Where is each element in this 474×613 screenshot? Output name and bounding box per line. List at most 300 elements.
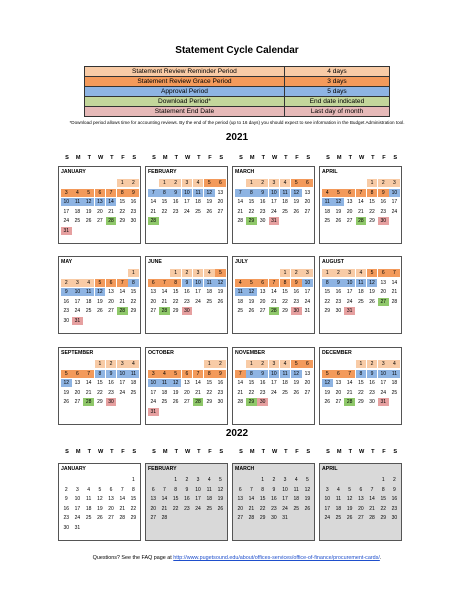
calendar-day: 17 [63,208,70,215]
calendar-day: 5 [291,179,302,187]
calendar-day: 16 [184,496,190,502]
calendar-day: 8 [367,189,378,197]
month-april [319,166,402,244]
calendar-day: 2 [215,360,226,368]
calendar-day: 8 [280,279,291,287]
calendar-day: 29 [130,308,137,314]
calendar-day: 27 [97,218,103,224]
legend-value: 3 days [284,77,389,87]
calendar-day: 12 [246,288,257,296]
weekday-label: W [97,155,104,161]
calendar-day: 2 [272,477,276,483]
calendar-day: 27 [150,308,157,314]
calendar-day: 16 [63,505,70,512]
calendar-day: 17 [271,380,277,386]
calendar-day: 22 [259,505,266,512]
calendar-day: 5 [98,486,102,493]
legend-table [84,66,390,117]
calendar-day: 13 [346,199,353,205]
weekday-label: M [75,155,81,161]
calendar-day: 18 [335,505,342,512]
calendar-day: 3 [378,360,389,368]
calendar-day: 2 [128,179,139,187]
calendar-day: 27 [237,515,244,521]
month-march [232,463,315,541]
calendar-day: 14 [195,380,201,386]
calendar-day: 18 [195,199,201,205]
calendar-day: 16 [293,289,300,295]
calendar-day: 8 [170,279,181,287]
calendar-day: 28 [106,217,117,225]
calendar-day: 4 [322,189,333,197]
calendar-day: 23 [172,208,179,215]
calendar-day: 24 [74,308,81,314]
calendar-day: 19 [304,496,311,502]
calendar-day: 6 [109,486,113,493]
calendar-day: 2 [393,477,396,483]
weekday-label: F [295,155,299,161]
year-heading: 2021 [225,132,249,143]
calendar-day: 4 [83,279,94,287]
calendar-day: 5 [322,370,333,378]
calendar-day: 2 [257,360,268,368]
faq-link[interactable]: http://www.pugetsound.edu/about/offices-services/office-of-finance/procurement-cards/ [173,555,380,561]
calendar-day: 7 [356,189,367,197]
calendar-day: 3 [302,269,313,277]
calendar-day: 16 [391,496,398,502]
calendar-day: 16 [63,298,70,305]
calendar-day: 28 [237,218,244,224]
calendar-day: 7 [389,269,400,277]
calendar-day: 4 [193,179,204,187]
calendar-day: 10 [389,189,400,197]
calendar-day: 27 [304,389,311,396]
calendar-day: 7 [117,279,128,287]
calendar-day: 11 [206,486,212,493]
calendar-day: 13 [74,380,81,386]
calendar-day: 31 [269,217,280,225]
calendar-day: 29 [172,308,179,314]
calendar-day: 21 [150,208,157,215]
calendar-day: 11 [335,496,342,502]
calendar-day: 22 [248,208,255,215]
calendar-day: 31 [148,408,159,416]
calendar-day: 12 [170,379,181,387]
calendar-day: 16 [259,380,266,386]
calendar-day: 31 [304,308,311,314]
calendar-day: 20 [108,298,114,305]
calendar-day: 25 [206,505,213,512]
calendar-day: 25 [358,298,364,305]
download-note: *Download period allows time for accounting reviews. By the end of the period (up to 16 days) you should expect to see information in the Budget Administration tool. [69,120,405,125]
calendar-day: 13 [108,496,114,502]
calendar-day: 11 [389,370,400,378]
calendar-day: 3 [269,179,280,187]
calendar-day: 14 [150,199,157,205]
calendar-day: 26 [346,515,353,521]
calendar-day: 16 [380,199,387,205]
calendar-day: 28 [344,398,355,406]
calendar-day: 24 [391,208,398,215]
page-title: Statement Cycle Calendar [175,45,299,56]
calendar-day: 20 [358,505,364,512]
legend-value: Last day of month [284,107,389,117]
weekday-label: W [358,449,365,455]
calendar-day: 23 [271,505,277,512]
calendar-day: 16 [369,380,375,386]
weekday-label: S [152,155,156,161]
calendar-day: 12 [61,379,72,387]
calendar-day: 16 [172,199,179,205]
calendar-day: 7 [269,279,280,287]
calendar-day: 17 [195,289,201,295]
calendar-day: 23 [335,298,342,305]
weekday-label: S [239,449,243,455]
calendar-day: 4 [128,360,139,368]
calendar-day: 9 [333,279,344,287]
calendar-day: 9 [106,370,117,378]
calendar-day: 4 [87,486,91,493]
calendar-day: 19 [172,389,179,396]
calendar-day: 15 [206,380,213,386]
calendar-day: 17 [304,289,311,295]
calendar-day: 2 [185,477,189,483]
calendar-day: 2 [182,269,193,277]
calendar-day: 21 [271,298,277,305]
calendar-day: 18 [324,208,331,215]
calendar-day: 7 [120,486,124,493]
calendar-day: 1 [95,360,106,368]
weekday-label: T [174,155,179,161]
calendar-day: 30 [63,317,70,324]
calendar-day: 26 [293,208,300,215]
weekday-label: T [348,449,353,455]
calendar-day: 7 [163,486,166,493]
calendar-day: 14 [119,496,126,502]
calendar-day: 27 [378,298,389,306]
calendar-day: 13 [259,289,266,295]
calendar-day: 13 [304,189,311,196]
month-june [145,256,228,334]
calendar-day: 25 [195,208,201,215]
calendar-day: 30 [217,399,224,405]
calendar-day: 21 [346,389,353,396]
calendar-day: 3 [389,179,400,187]
calendar-day: 18 [237,298,244,305]
calendar-day: 28 [193,398,204,406]
weekday-label: S [132,155,137,161]
calendar-day: 11 [204,279,215,287]
weekday-label: W [184,449,191,455]
calendar-day: 24 [271,208,277,215]
calendar-day: 10 [378,370,389,378]
weekday-label: T [174,449,179,455]
calendar-day: 21 [108,208,114,215]
calendar-day: 18 [391,380,398,386]
calendar-day: 17 [324,505,331,512]
calendar-day: 25 [237,308,244,314]
month-name: OCTOBER [148,350,174,356]
calendar-day: 9 [393,486,396,493]
calendar-day: 8 [356,370,367,378]
weekday-header-row [58,155,418,163]
calendar-day: 27 [335,399,342,405]
calendar-day: 5 [204,179,215,187]
calendar-day: 2 [61,279,72,287]
weekday-label: W [358,155,365,161]
calendar-day: 5 [219,477,222,483]
weekday-label: S [239,155,243,161]
calendar-day: 2 [291,269,302,277]
calendar-day: 19 [206,199,213,205]
calendar-day: 2 [170,179,181,187]
calendar-day: 10 [72,288,83,296]
calendar-day: 6 [344,189,355,197]
month-name: JANUARY [61,169,86,175]
calendar-day: 17 [380,380,387,386]
calendar-day: 22 [172,298,179,305]
calendar-day: 22 [324,298,331,305]
year-heading: 2022 [225,428,249,439]
calendar-day: 6 [106,279,117,287]
calendar-day: 14 [346,380,353,386]
calendar-day: 7 [159,279,170,287]
weekday-label: S [132,449,137,455]
month-name: SEPTEMBER [61,350,94,356]
calendar-day: 25 [74,218,81,224]
calendar-day: 3 [196,477,200,483]
calendar-day: 11 [293,486,299,493]
calendar-day: 13 [217,189,224,196]
calendar-day: 7 [235,370,246,378]
calendar-day: 30 [271,515,277,521]
month-february [145,166,228,244]
calendar-day: 25 [161,399,168,405]
calendar-day: 26 [293,389,300,396]
calendar-day: 3 [283,477,287,483]
calendar-day: 4 [204,269,215,277]
calendar-day: 25 [130,389,137,396]
legend-row [85,67,390,77]
calendar-day: 17 [150,389,157,396]
calendar-day: 12 [204,189,215,197]
calendar-day: 27 [108,515,114,521]
weekday-label: S [393,155,398,161]
weekday-label: T [197,155,201,161]
calendar-day: 14 [271,289,277,295]
calendar-day: 10 [324,496,331,502]
calendar-day: 8 [159,189,170,197]
calendar-day: 6 [151,486,155,493]
calendar-day: 10 [182,189,193,197]
calendar-day: 14 [369,496,375,502]
calendar-day: 29 [246,398,257,406]
calendar-day: 20 [150,298,157,305]
calendar-day: 23 [108,389,114,396]
calendar-day: 17 [346,289,353,295]
calendar-day: 28 [248,515,255,521]
calendar-day: 4 [280,179,291,187]
calendar-day: 15 [282,289,288,295]
weekday-label: F [121,449,125,455]
calendar-day: 7 [83,370,94,378]
calendar-day: 17 [391,199,398,205]
calendar-day: 15 [324,289,331,295]
calendar-day: 23 [184,505,190,512]
calendar-day: 5 [95,279,106,287]
calendar-day: 6 [238,486,242,493]
calendar-day: 20 [259,298,266,305]
month-august [319,256,402,334]
calendar-day: 10 [117,370,128,378]
calendar-day: 26 [324,399,331,405]
calendar-day: 21 [85,389,92,396]
calendar-day: 24 [63,218,70,224]
calendar-day: 26 [63,399,70,405]
calendar-day: 18 [85,505,92,512]
calendar-day: 20 [74,389,81,396]
calendar-day: 22 [119,208,126,215]
calendar-day: 12 [97,496,103,502]
calendar-day: 15 [259,496,266,502]
calendar-day: 31 [378,398,389,406]
calendar-day: 25 [282,208,288,215]
calendar-day: 1 [261,477,265,483]
weekday-label: S [393,449,398,455]
calendar-day: 27 [150,515,157,521]
calendar-day: 22 [206,389,213,396]
calendar-day: 28 [119,515,126,521]
legend-label: Statement End Date [85,107,285,117]
calendar-day: 4 [389,360,400,368]
calendar-day: 15 [248,199,255,205]
calendar-day: 27 [259,308,266,314]
weekday-label: M [336,155,342,161]
calendar-day: 26 [217,505,224,512]
calendar-day: 22 [97,389,103,396]
month-april [319,463,402,541]
calendar-day: 11 [128,370,139,378]
calendar-day: 10 [269,189,280,197]
calendar-day: 25 [293,505,300,512]
calendar-day: 15 [172,289,179,295]
calendar-day: 9 [61,288,72,296]
calendar-day: 30 [106,398,117,406]
calendar-day: 8 [246,189,257,197]
calendar-day: 30 [63,524,70,531]
calendar-day: 5 [246,279,257,287]
calendar-day: 24 [282,505,288,512]
calendar-day: 4 [294,477,298,483]
calendar-day: 4 [280,360,291,368]
calendar-day: 14 [391,279,398,286]
calendar-day: 14 [85,380,92,386]
weekday-label: S [65,155,69,161]
weekday-label: F [121,155,125,161]
calendar-day: 18 [130,380,137,386]
month-may [58,256,141,334]
calendar-day: 27 [184,399,190,405]
calendar-day: 10 [269,370,280,378]
calendar-day: 9 [128,189,139,197]
calendar-day: 1 [246,360,257,368]
calendar-day: 21 [391,289,398,295]
calendar-day: 25 [282,389,288,396]
calendar-day: 28 [356,217,367,225]
calendar-day: 13 [95,198,106,206]
calendar-day: 9 [185,486,189,493]
calendar-day: 22 [282,298,288,305]
calendar-day: 29 [246,217,257,225]
calendar-day: 18 [282,380,288,386]
legend-value: End date indicated [284,97,389,107]
calendar-day: 9 [257,189,268,197]
calendar-day: 12 [333,198,344,206]
calendar-day: 26 [248,308,255,314]
month-name: AUGUST [322,259,344,265]
month-name: NOVEMBER [235,350,265,356]
calendar-day: 27 [346,218,353,224]
weekday-label: S [219,155,224,161]
weekday-label: M [162,449,168,455]
calendar-day: 8 [322,279,333,287]
calendar-day: 6 [95,189,106,197]
calendar-day: 26 [85,218,92,224]
calendar-day: 29 [97,399,103,405]
calendar-day: 19 [217,496,224,502]
calendar-day: 6 [72,370,83,378]
month-name: FEBRUARY [148,466,177,472]
calendar-day: 3 [76,486,79,493]
calendar-day: 20 [335,389,342,396]
calendar-day: 11 [235,288,246,296]
calendar-day: 12 [215,279,226,287]
calendar-day: 5 [333,189,344,197]
calendar-day: 23 [259,389,266,396]
calendar-day: 24 [150,399,157,405]
calendar-day: 25 [85,308,92,314]
calendar-day: 1 [280,269,291,277]
calendar-day: 21 [119,505,126,512]
calendar-day: 1 [174,477,178,483]
calendar-day: 5 [291,360,302,368]
weekday-label: W [271,449,278,455]
calendar-day: 28 [117,307,128,315]
calendar-day: 29 [259,515,266,521]
footer-text: Questions? See the FAQ page at [92,555,174,561]
calendar-day: 21 [248,505,255,512]
calendar-day: 18 [293,496,300,502]
calendar-day: 3 [182,179,193,187]
calendar-day: 23 [63,308,70,314]
calendar-day: 5 [61,370,72,378]
calendar-day: 29 [282,308,288,314]
calendar-day: 14 [237,199,244,205]
month-february [145,463,228,541]
calendar-day: 8 [174,486,178,493]
calendar-day: 9 [367,370,378,378]
weekday-label: S [326,449,330,455]
weekday-label: S [152,449,156,455]
calendar-day: 6 [215,179,226,187]
calendar-day: 9 [378,189,389,197]
calendar-day: 15 [358,380,364,386]
calendar-day: 21 [358,208,364,215]
calendar-day: 21 [237,208,244,215]
calendar-day: 11 [280,370,291,378]
calendar-day: 21 [237,389,244,396]
weekday-label: W [271,155,278,161]
